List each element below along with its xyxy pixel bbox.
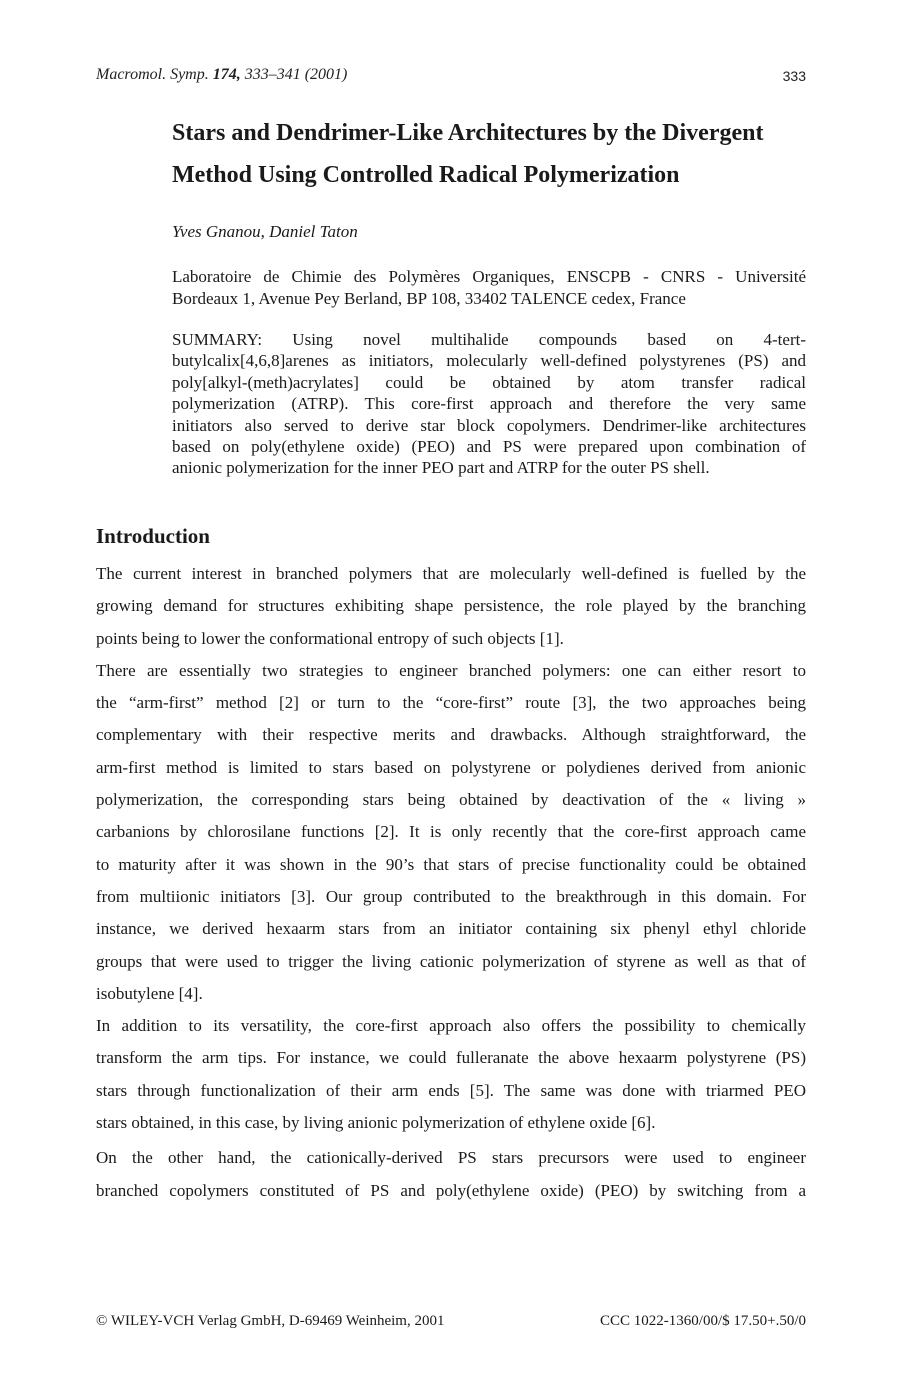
body-line: branched copolymers constituted of PS and poly(ethylene oxide) (PEO) by switching from a — [96, 1180, 806, 1200]
body-line: groups that were used to trigger the living cationic polymerization of styrene as well as that of — [96, 951, 806, 971]
article-title — [172, 112, 832, 196]
affiliation-line: Laboratoire de Chimie des Polymères Organiques, ENSCPB - CNRS - Université — [172, 267, 806, 286]
affiliation-line: Bordeaux 1, Avenue Pey Berland, BP 108, 33402 TALENCE cedex, France — [172, 289, 686, 308]
summary-line: based on poly(ethylene oxide) (PEO) and PS were prepared upon combination of — [172, 437, 806, 457]
body-line: instance, we derived hexaarm stars from an initiator containing six phenyl ethyl chloride — [96, 919, 806, 939]
body-line: There are essentially two strategies to engineer branched polymers: one can either resort to — [96, 660, 806, 680]
journal-name: Macromol. Symp. — [96, 66, 209, 83]
summary — [172, 329, 806, 479]
body-line: growing demand for structures exhibiting shape persistence, the role played by the branching — [96, 596, 806, 616]
body-line: from multiionic initiators [3]. Our group contributed to the breakthrough in this domain. For — [96, 886, 806, 906]
body-line: the “arm-first” method [2] or turn to the “core-first” route [3], the two approaches being — [96, 693, 806, 713]
journal-pages-year: 333–341 (2001) — [244, 66, 348, 83]
summary-line: anionic polymerization for the inner PEO part and ATRP for the outer PS shell. — [172, 458, 710, 478]
body-line: In addition to its versatility, the core-first approach also offers the possibility to chemically — [96, 1016, 806, 1036]
body-line: complementary with their respective merits and drawbacks. Although straightforward, the — [96, 725, 806, 745]
footer-copyright: © WILEY-VCH Verlag GmbH, D-69469 Weinheim, 2001 — [96, 1313, 445, 1329]
footer-ccc: CCC 1022-1360/00/$ 17.50+.50/0 — [600, 1313, 806, 1329]
body-line: transform the arm tips. For instance, we could fulleranate the above hexaarm polystyrene (PS) — [96, 1048, 806, 1068]
affiliation — [172, 266, 806, 310]
body-line: carbanions by chlorosilane functions [2]. It is only recently that the core-first approach came — [96, 822, 806, 842]
summary-line: initiators also served to derive star block copolymers. Dendrimer-like architectures — [172, 415, 806, 435]
summary-line: butylcalix[4,6,8]arenes as initiators, molecularly well-defined polystyrenes (PS) and — [172, 351, 806, 371]
summary-line: poly[alkyl-(meth)acrylates] could be obtained by atom transfer radical — [172, 372, 806, 392]
body-line: isobutylene [4]. — [96, 983, 203, 1003]
journal-volume: 174, — [212, 66, 241, 83]
section-heading-introduction: Introduction — [96, 524, 210, 548]
page-number: 333 — [782, 68, 806, 84]
body-line: points being to lower the conformational entropy of such objects [1]. — [96, 628, 564, 648]
authors: Yves Gnanou, Daniel Taton — [172, 222, 358, 241]
summary-line: polymerization (ATRP). This core-first approach and therefore the very same — [172, 394, 806, 414]
body-line: The current interest in branched polymers that are molecularly well-defined is fuelled by the — [96, 564, 806, 583]
body-line: stars obtained, in this case, by living anionic polymerization of ethylene oxide [6]. — [96, 1113, 656, 1133]
journal-citation — [96, 66, 347, 84]
body-line: arm-first method is limited to stars based on polystyrene or polydienes derived from anionic — [96, 757, 806, 777]
body-line: to maturity after it was shown in the 90’s that stars of precise functionality could be obtained — [96, 854, 806, 874]
introduction-body — [96, 558, 806, 1207]
body-line: On the other hand, the cationically-derived PS stars precursors were used to engineer — [96, 1148, 806, 1168]
title-line: Stars and Dendrimer-Like Architectures by the Divergent — [172, 120, 764, 146]
body-line: stars through functionalization of their arm ends [5]. The same was done with triarmed PEO — [96, 1080, 806, 1100]
summary-line: SUMMARY: Using novel multihalide compounds based on 4-tert- — [172, 330, 806, 349]
title-line: Method Using Controlled Radical Polymerization — [172, 162, 680, 188]
body-line: polymerization, the corresponding stars being obtained by deactivation of the « living » — [96, 790, 806, 810]
